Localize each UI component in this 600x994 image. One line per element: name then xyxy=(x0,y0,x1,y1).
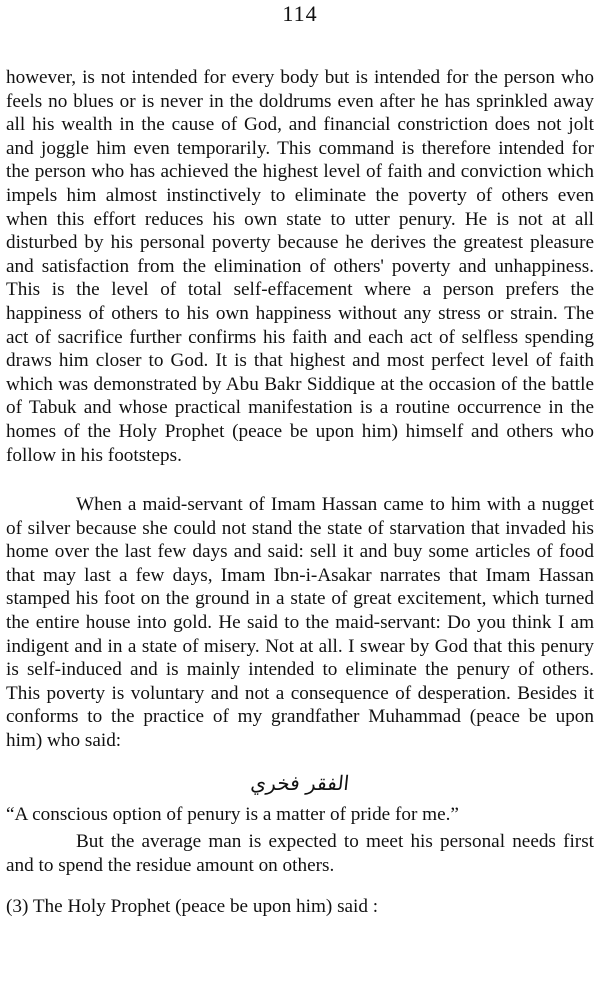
paragraph-3: But the average man is expected to meet his personal needs first and to spend the residue amount on others. xyxy=(6,831,594,876)
page-body xyxy=(6,66,594,919)
numbered-item-3: (3) The Holy Prophet (peace be upon him) said : xyxy=(6,896,379,918)
paragraph-1: however, is not intended for every body but is intended for the person who feels no blues or is never in the doldrums even after he has sprinkled away all his wealth in the cause of God, and financial constriction does not jolt and joggle him even temporarily. This command is therefore intended for the person who has achieved the highest level of faith and conviction which impels him almost instinctively to eliminate the poverty of others even when this effort reduces his own state to utter penury. He is not at all disturbed by his personal poverty because he derives the greatest pleasure and satisfaction from the elimination of others' poverty and unhappiness. This is the level of total self-effacement where a person prefers the happiness of others to his own happiness without any stress or strain. The act of sacrifice further confirms his faith and each act of selfless spending draws him closer to God. It is that highest and most perfect level of faith which was demonstrated by Abu Bakr Siddique at the occasion of the battle of Tabuk and whose practical manifestation is a routine occurrence in the homes of the Holy Prophet (peace be upon him) himself and others who follow in his footsteps. xyxy=(6,67,594,466)
quote-translation: “A conscious option of penury is a matter of pride for me.” xyxy=(6,803,459,825)
arabic-quote: الفقر فخري xyxy=(249,770,351,795)
page-number: 114 xyxy=(282,1,318,26)
paragraph-2: When a maid-servant of Imam Hassan came to him with a nugget of silver because she could not stand the state of starvation that invaded his home over the last few days and said: sell it and buy some articles of food that may last a few days, Imam Ibn-i-Asakar narrates that Imam Hassan stamped his foot on the ground in a state of great excitement, which turned the entire house into gold. He said to the maid-servant: Do you think I am indigent and in a state of misery. Not at all. I swear by God that this penury is self-induced and is mainly intended to eliminate the penury of others. This poverty is voluntary and not a consequence of desperation. Besides it conforms to the practice of my grandfather Muhammad (peace be upon him) who said: xyxy=(6,494,594,752)
